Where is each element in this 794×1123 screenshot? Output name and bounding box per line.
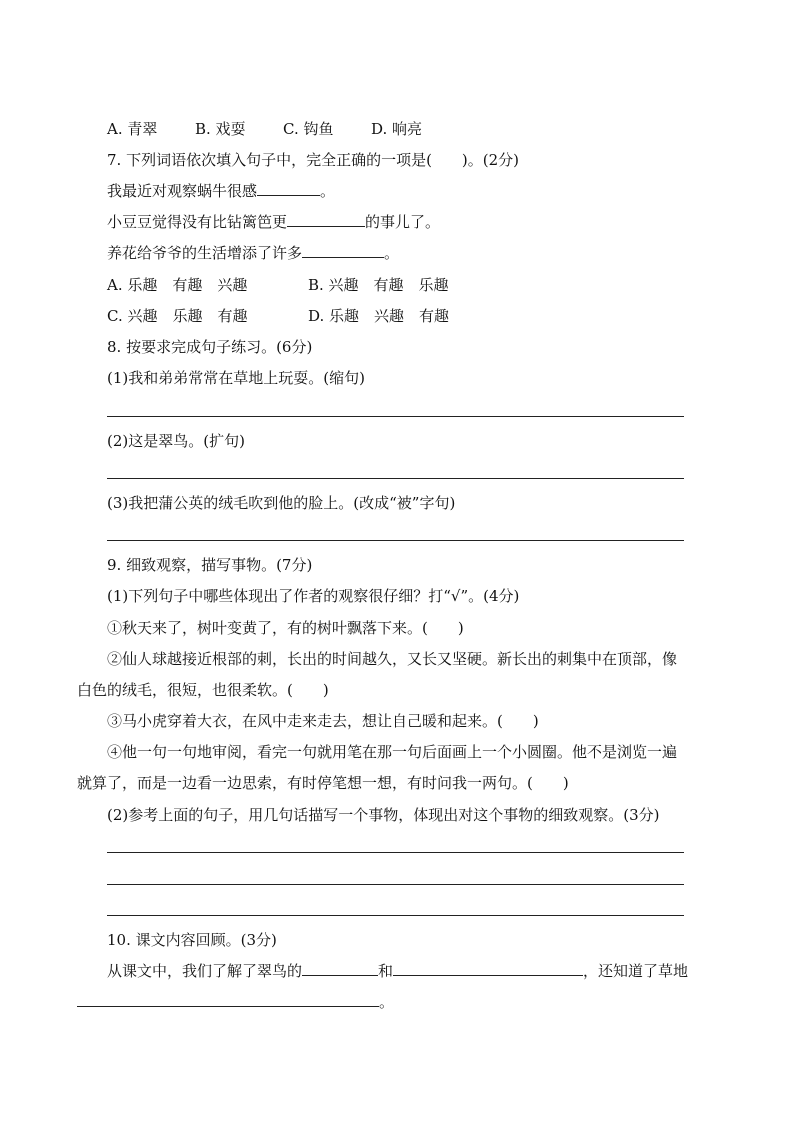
q7-s2-before: 小豆豆觉得没有比钻篱笆更 [107, 213, 288, 231]
q9-answer-line-1[interactable] [107, 852, 684, 853]
q8-part-2: (2)这是翠鸟。(扩句) [107, 432, 245, 450]
q9-item-4-line-1: ④他一句一句地审阅，看完一句就用笔在那一句后面画上一个小圆圈。他不是浏览一遍 [107, 743, 678, 761]
q8-part-1: (1)我和弟弟常常在草地上玩耍。(缩句) [107, 369, 365, 387]
q7-blank-1[interactable] [257, 181, 320, 196]
q9-item-2-line-2: 白色的绒毛，很短，也很柔软。( ) [77, 681, 329, 699]
q10-title: 10. 课文内容回顾。(3分) [107, 931, 277, 949]
q8-answer-line-2[interactable] [107, 478, 684, 479]
q7-sentence-3 [107, 243, 399, 263]
q7-option-b: B. 兴趣 有趣 乐趣 [308, 276, 449, 294]
q6-option-c: C. 钩鱼 [283, 120, 334, 138]
q7-blank-2[interactable] [287, 212, 365, 227]
q7-s1-before: 我最近对观察蜗牛很感 [107, 182, 258, 200]
q9-item-4-line-2: 就算了，而是一边看一边思索，有时停笔想一想，有时问我一两句。( ) [77, 774, 569, 792]
q9-answer-line-3[interactable] [107, 915, 684, 916]
q6-option-b: B. 戏耍 [195, 120, 246, 138]
q10-blank-2[interactable] [393, 961, 583, 976]
q7-sentence-2 [107, 212, 440, 232]
q7-s2-after: 的事儿了。 [365, 213, 441, 231]
q7-s3-after: 。 [384, 244, 400, 262]
q9-item-3: ③马小虎穿着大衣，在风中走来走去，想让自己暖和起来。( ) [107, 712, 539, 730]
q9-part-2: (2)参考上面的句子，用几句话描写一个事物，体现出对这个事物的细致观察。(3分) [107, 806, 660, 824]
q7-option-a: A. 乐趣 有趣 兴趣 [107, 276, 248, 294]
q7-option-d: D. 乐趣 兴趣 有趣 [308, 307, 450, 325]
q8-part-3: (3)我把蒲公英的绒毛吹到他的脸上。(改成“被”字句) [107, 494, 456, 512]
q10-l1-after: ，还知道了草地 [583, 962, 689, 980]
q6-option-d: D. 响亮 [371, 120, 423, 138]
q10-l1-before: 从课文中，我们了解了翠鸟的 [107, 962, 303, 980]
q7-sentence-1 [107, 181, 335, 201]
q7-option-c: C. 兴趣 乐趣 有趣 [107, 307, 248, 325]
q9-part-1: (1)下列句子中哪些体现出了作者的观察很仔细？打“√”。(4分) [107, 587, 520, 605]
q7-s1-after: 。 [320, 182, 336, 200]
q9-answer-line-2[interactable] [107, 884, 684, 885]
q10-line-1 [107, 961, 688, 981]
q9-title: 9. 细致观察，描写事物。(7分) [107, 556, 313, 574]
q10-blank-1[interactable] [302, 961, 378, 976]
q8-answer-line-3[interactable] [107, 540, 684, 541]
q9-item-1: ①秋天来了，树叶变黄了，有的树叶飘落下来。( ) [107, 619, 464, 637]
q10-line-2 [77, 992, 394, 1012]
q10-l2-after: 。 [379, 993, 395, 1011]
q10-blank-3[interactable] [77, 992, 379, 1007]
q7-blank-3[interactable] [302, 243, 384, 258]
q7-s3-before: 养花给爷爷的生活增添了许多 [107, 244, 303, 262]
q7-title: 7. 下列词语依次填入句子中，完全正确的一项是( )。(2分) [107, 151, 520, 169]
q8-title: 8. 按要求完成句子练习。(6分) [107, 338, 313, 356]
q9-item-2-line-1: ②仙人球越接近根部的刺，长出的时间越久，又长又坚硬。新长出的刺集中在顶部，像 [107, 650, 678, 668]
q10-l1-mid: 和 [378, 962, 394, 980]
q8-answer-line-1[interactable] [107, 416, 684, 417]
q6-option-a: A. 青翠 [107, 120, 158, 138]
